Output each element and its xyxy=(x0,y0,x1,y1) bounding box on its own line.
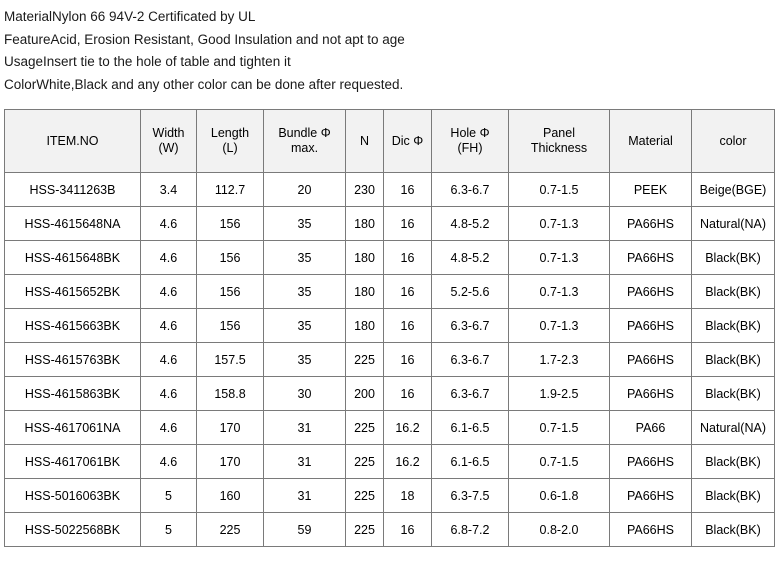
cell-item-no: HSS-4617061BK xyxy=(5,445,141,479)
product-specification-table xyxy=(4,109,775,547)
table-cell: 35 xyxy=(264,309,346,343)
cell-item-no: HSS-4617061NA xyxy=(5,411,141,445)
column-header-material xyxy=(610,110,692,173)
table-cell: Beige(BGE) xyxy=(692,173,775,207)
column-header-line: N xyxy=(359,133,370,148)
table-cell: 156 xyxy=(197,207,264,241)
column-header-line: Length xyxy=(210,126,250,140)
table-row xyxy=(5,275,775,309)
spec-value-feature: Acid, Erosion Resistant, Good Insulation and not apt to age xyxy=(50,31,405,47)
spec-line-color xyxy=(4,74,778,97)
table-row xyxy=(5,411,775,445)
table-cell: 6.3-6.7 xyxy=(432,173,509,207)
table-cell: 0.7-1.3 xyxy=(509,309,610,343)
column-header-line: (L) xyxy=(222,141,238,155)
table-cell: Black(BK) xyxy=(692,241,775,275)
table-cell: 4.8-5.2 xyxy=(432,241,509,275)
table-row xyxy=(5,241,775,275)
table-cell: 31 xyxy=(264,479,346,513)
table-cell: 30 xyxy=(264,377,346,411)
table-cell: 16 xyxy=(384,241,432,275)
table-cell: 4.6 xyxy=(141,343,197,377)
table-cell: Black(BK) xyxy=(692,513,775,547)
table-row xyxy=(5,377,775,411)
table-cell: PA66HS xyxy=(610,513,692,547)
column-header-width xyxy=(141,110,197,173)
table-cell: 35 xyxy=(264,207,346,241)
column-header-line: Width xyxy=(152,126,185,140)
table-cell: 16 xyxy=(384,343,432,377)
cell-item-no: HSS-3411263B xyxy=(5,173,141,207)
cell-item-no: HSS-5022568BK xyxy=(5,513,141,547)
table-cell: 16 xyxy=(384,513,432,547)
table-cell: Black(BK) xyxy=(692,343,775,377)
table-cell: PA66HS xyxy=(610,207,692,241)
column-header-line: Dic Φ xyxy=(391,133,424,148)
product-table-container xyxy=(0,109,778,547)
table-cell: PA66HS xyxy=(610,275,692,309)
table-cell: 5 xyxy=(141,479,197,513)
table-cell: 180 xyxy=(346,275,384,309)
spec-key-feature: Feature xyxy=(4,31,51,47)
table-cell: 4.6 xyxy=(141,411,197,445)
table-cell: 6.1-6.5 xyxy=(432,445,509,479)
table-cell: 20 xyxy=(264,173,346,207)
table-cell: 35 xyxy=(264,343,346,377)
table-cell: 18 xyxy=(384,479,432,513)
column-header-n xyxy=(346,110,384,173)
table-cell: 6.3-6.7 xyxy=(432,309,509,343)
table-cell: 5 xyxy=(141,513,197,547)
table-cell: 225 xyxy=(346,343,384,377)
table-cell: 16 xyxy=(384,207,432,241)
table-row xyxy=(5,343,775,377)
table-cell: 0.8-2.0 xyxy=(509,513,610,547)
table-cell: 225 xyxy=(197,513,264,547)
table-cell: Black(BK) xyxy=(692,479,775,513)
table-cell: 6.3-6.7 xyxy=(432,343,509,377)
table-header-row xyxy=(5,110,775,173)
table-cell: 0.7-1.3 xyxy=(509,241,610,275)
cell-item-no: HSS-5016063BK xyxy=(5,479,141,513)
table-cell: 0.7-1.5 xyxy=(509,173,610,207)
column-header-bundle xyxy=(264,110,346,173)
table-cell: 16.2 xyxy=(384,445,432,479)
column-header-line: Panel xyxy=(543,126,575,140)
column-header-line: color xyxy=(719,133,747,148)
table-row xyxy=(5,513,775,547)
column-header-line: ITEM.NO xyxy=(46,133,99,148)
table-cell: PA66HS xyxy=(610,479,692,513)
table-cell: 4.6 xyxy=(141,445,197,479)
table-cell: PEEK xyxy=(610,173,692,207)
table-cell: PA66HS xyxy=(610,241,692,275)
cell-item-no: HSS-4615652BK xyxy=(5,275,141,309)
table-cell: 59 xyxy=(264,513,346,547)
table-cell: 225 xyxy=(346,411,384,445)
table-row xyxy=(5,173,775,207)
table-cell: 3.4 xyxy=(141,173,197,207)
table-row xyxy=(5,445,775,479)
table-cell: 35 xyxy=(264,275,346,309)
table-cell: 180 xyxy=(346,207,384,241)
table-cell: 225 xyxy=(346,513,384,547)
table-cell: 4.8-5.2 xyxy=(432,207,509,241)
table-cell: Natural(NA) xyxy=(692,411,775,445)
table-cell: 16 xyxy=(384,275,432,309)
table-cell: 160 xyxy=(197,479,264,513)
table-cell: 180 xyxy=(346,309,384,343)
table-cell: 5.2-5.6 xyxy=(432,275,509,309)
table-cell: Natural(NA) xyxy=(692,207,775,241)
table-body xyxy=(5,173,775,547)
table-cell: 225 xyxy=(346,445,384,479)
table-cell: 6.8-7.2 xyxy=(432,513,509,547)
table-cell: 180 xyxy=(346,241,384,275)
table-cell: 0.7-1.3 xyxy=(509,275,610,309)
table-cell: Black(BK) xyxy=(692,309,775,343)
cell-item-no: HSS-4615763BK xyxy=(5,343,141,377)
column-header-line: Bundle Φ xyxy=(278,126,331,140)
table-cell: 1.9-2.5 xyxy=(509,377,610,411)
cell-item-no: HSS-4615648NA xyxy=(5,207,141,241)
table-row xyxy=(5,207,775,241)
spec-line-usage xyxy=(4,51,778,74)
table-cell: 0.6-1.8 xyxy=(509,479,610,513)
table-cell: PA66HS xyxy=(610,309,692,343)
table-cell: 31 xyxy=(264,411,346,445)
table-cell: 16 xyxy=(384,309,432,343)
column-header-line: Hole Φ xyxy=(450,126,490,140)
table-cell: Black(BK) xyxy=(692,445,775,479)
table-cell: 6.3-6.7 xyxy=(432,377,509,411)
table-cell: 16 xyxy=(384,173,432,207)
table-cell: 170 xyxy=(197,411,264,445)
table-cell: 6.3-7.5 xyxy=(432,479,509,513)
column-header-color xyxy=(692,110,775,173)
column-header-dic xyxy=(384,110,432,173)
column-header-hole xyxy=(432,110,509,173)
table-cell: 4.6 xyxy=(141,309,197,343)
column-header-line: Material xyxy=(628,133,673,148)
table-cell: 112.7 xyxy=(197,173,264,207)
table-cell: 225 xyxy=(346,479,384,513)
table-cell: 158.8 xyxy=(197,377,264,411)
table-cell: PA66 xyxy=(610,411,692,445)
column-header-length xyxy=(197,110,264,173)
spec-value-material: Nylon 66 94V-2 Certificated by UL xyxy=(52,9,256,24)
table-cell: 156 xyxy=(197,309,264,343)
table-cell: 156 xyxy=(197,241,264,275)
table-cell: 31 xyxy=(264,445,346,479)
column-header-panel-thickness xyxy=(509,110,610,173)
table-row xyxy=(5,309,775,343)
cell-item-no: HSS-4615663BK xyxy=(5,309,141,343)
column-header-line: (FH) xyxy=(457,141,483,155)
table-cell: PA66HS xyxy=(610,377,692,411)
cell-item-no: HSS-4615648BK xyxy=(5,241,141,275)
table-cell: 16 xyxy=(384,377,432,411)
table-cell: 157.5 xyxy=(197,343,264,377)
table-cell: 35 xyxy=(264,241,346,275)
table-cell: 4.6 xyxy=(141,377,197,411)
table-cell: 0.7-1.5 xyxy=(509,445,610,479)
spec-key-color: Color xyxy=(4,76,37,92)
table-cell: 0.7-1.3 xyxy=(509,207,610,241)
column-header-item-no xyxy=(5,110,141,173)
specifications-list xyxy=(0,0,778,96)
spec-line-feature xyxy=(4,29,778,52)
table-cell: 156 xyxy=(197,275,264,309)
table-cell: 4.6 xyxy=(141,275,197,309)
column-header-line: (W) xyxy=(158,141,179,155)
spec-value-usage: Insert tie to the hole of table and tighten it xyxy=(43,54,291,69)
spec-key-material: Material xyxy=(4,9,53,24)
table-cell: Black(BK) xyxy=(692,275,775,309)
cell-item-no: HSS-4615863BK xyxy=(5,377,141,411)
table-header xyxy=(5,110,775,173)
table-cell: 16.2 xyxy=(384,411,432,445)
table-cell: 230 xyxy=(346,173,384,207)
table-cell: PA66HS xyxy=(610,445,692,479)
table-cell: PA66HS xyxy=(610,343,692,377)
table-cell: 200 xyxy=(346,377,384,411)
table-cell: 0.7-1.5 xyxy=(509,411,610,445)
table-cell: 4.6 xyxy=(141,241,197,275)
table-cell: 170 xyxy=(197,445,264,479)
column-header-line: Thickness xyxy=(530,141,588,155)
table-cell: Black(BK) xyxy=(692,377,775,411)
spec-key-usage: Usage xyxy=(4,54,44,69)
table-cell: 1.7-2.3 xyxy=(509,343,610,377)
table-cell: 6.1-6.5 xyxy=(432,411,509,445)
spec-value-color: White,Black and any other color can be done after requested. xyxy=(36,76,404,92)
table-row xyxy=(5,479,775,513)
column-header-line: max. xyxy=(290,141,319,155)
spec-line-material xyxy=(4,6,778,29)
table-cell: 4.6 xyxy=(141,207,197,241)
